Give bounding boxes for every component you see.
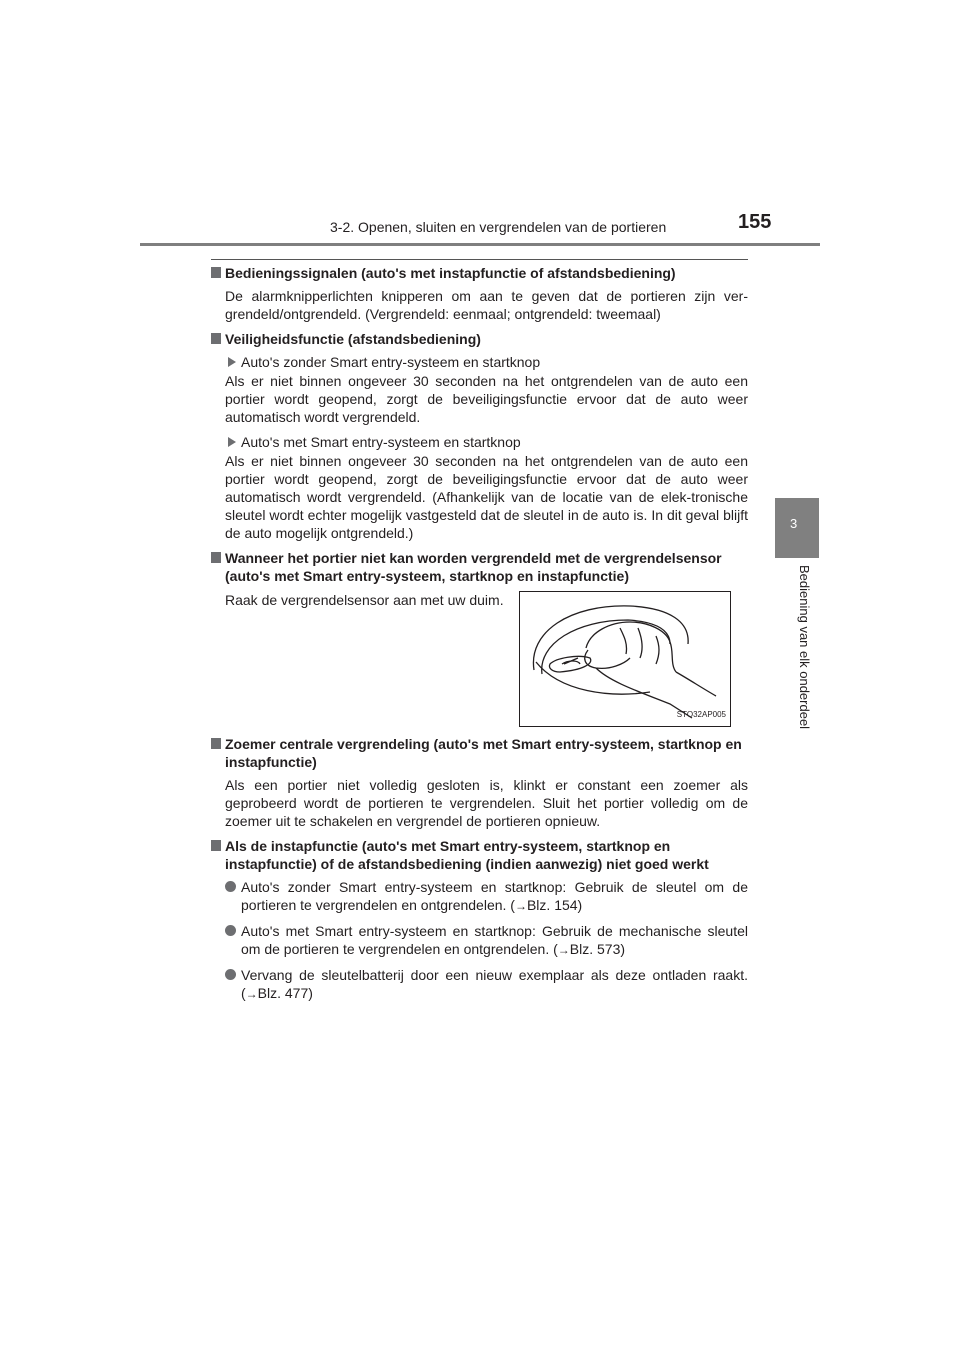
page-reference-link[interactable]: Blz. 154) bbox=[526, 897, 583, 913]
chapter-number: 3 bbox=[790, 516, 798, 531]
paragraph: De alarmknipperlichten knipperen om aan te geven dat de portieren zijn ver-grendeld/ontgrendeld. (Vergrendeld: eenmaal; ontgrendeld: tweemaal) bbox=[225, 288, 748, 322]
paragraph: Als er niet binnen ongeveer 30 seconden na het ontgrendelen van de auto een portier wordt geopend, zorgt de beveiligingsfunctie ervoor dat de auto weer automatisch wordt vergrendeld. (Afhankelijk van de locatie van de elek-tronische sleutel wordt echter mogelijk vastgesteld dat de sleutel in de auto is. In dit geval blijft de auto mogelijk ontgrendeld.) bbox=[225, 453, 748, 541]
arrow-right-icon: → bbox=[514, 899, 527, 913]
section-rule bbox=[211, 259, 748, 260]
list-item bbox=[211, 878, 748, 915]
paragraph: Als een portier niet volledig gesloten is, klinkt er constant een zoemer als geprobeerd wordt de portieren te vergrendelen. Sluit het portier volledig om de zoemer uit te schakelen en vergrendel de portieren opnieuw. bbox=[225, 777, 748, 829]
list-item-text: Auto's met Smart entry-systeem en startknop: Gebruik de mechanische sleutel om de portieren te vergrendelen en ontgrendelen. ( bbox=[241, 923, 748, 957]
list-item bbox=[211, 966, 748, 1003]
paragraph: Raak de vergrendelsensor aan met uw duim. bbox=[225, 592, 504, 608]
section-heading bbox=[211, 549, 748, 585]
section-heading bbox=[211, 837, 748, 873]
header-rule bbox=[140, 243, 820, 246]
sub-heading-text: Auto's zonder Smart entry-systeem en startknop bbox=[241, 354, 541, 370]
header-title: 3-2. Openen, sluiten en vergrendelen van de portieren bbox=[330, 219, 667, 235]
heading-text: Als de instapfunctie (auto's met Smart entry-systeem, startknop en instapfunctie) of de afstandsbediening (indien aanwezig) niet goed werkt bbox=[225, 838, 709, 872]
door-handle-illustration bbox=[519, 591, 731, 727]
figure-code: STO32AP005 bbox=[676, 710, 726, 719]
heading-text: Wanneer het portier niet kan worden vergrendeld met de vergrendelsensor (auto's met Smart entry-systeem, startknop en instapfunctie) bbox=[225, 550, 722, 584]
round-bullet-icon bbox=[225, 969, 236, 980]
paragraph: Als er niet binnen ongeveer 30 seconden na het ontgrendelen van de auto een portier wordt geopend, zorgt de beveiligingsfunctie ervoor dat de auto weer automatisch wordt vergrendeld. bbox=[225, 373, 748, 425]
heading-text: Zoemer centrale vergrendeling (auto's met Smart entry-systeem, startknop en instapfunctie) bbox=[225, 736, 742, 770]
chapter-side-label: Bediening van elk onderdeel bbox=[797, 565, 812, 730]
square-bullet-icon bbox=[211, 333, 221, 344]
arrow-right-icon: → bbox=[557, 943, 570, 957]
arrow-right-icon: → bbox=[245, 987, 258, 1001]
square-bullet-icon bbox=[211, 840, 221, 851]
page-number: 155 bbox=[738, 211, 772, 233]
square-bullet-icon bbox=[211, 552, 221, 563]
sub-heading bbox=[211, 353, 748, 371]
square-bullet-icon bbox=[211, 267, 221, 278]
round-bullet-icon bbox=[225, 925, 236, 936]
heading-text: Bedieningssignalen (auto's met instapfunctie of afstandsbediening) bbox=[225, 265, 676, 281]
round-bullet-icon bbox=[225, 881, 236, 892]
list-item bbox=[211, 922, 748, 959]
triangle-marker-icon bbox=[228, 357, 236, 367]
square-bullet-icon bbox=[211, 738, 221, 749]
section-heading bbox=[211, 330, 748, 348]
section-heading bbox=[211, 264, 748, 282]
page-reference-link[interactable]: Blz. 573) bbox=[569, 941, 626, 957]
list-item-text: Auto's zonder Smart entry-systeem en startknop: Gebruik de sleutel om de portieren te vergrendelen en ontgrendelen. ( bbox=[241, 879, 748, 913]
figure-row bbox=[211, 591, 748, 727]
triangle-marker-icon bbox=[228, 437, 236, 447]
page-content bbox=[211, 264, 748, 1010]
section-heading bbox=[211, 735, 748, 771]
list-item-text: Vervang de sleutelbatterij door een nieuw exemplaar als deze ontladen raakt. ( bbox=[241, 967, 748, 1001]
page-reference-link[interactable]: Blz. 477) bbox=[257, 985, 313, 1001]
sub-heading bbox=[211, 433, 748, 451]
sub-heading-text: Auto's met Smart entry-systeem en startknop bbox=[241, 434, 521, 450]
heading-text: Veiligheidsfunctie (afstandsbediening) bbox=[225, 331, 481, 347]
